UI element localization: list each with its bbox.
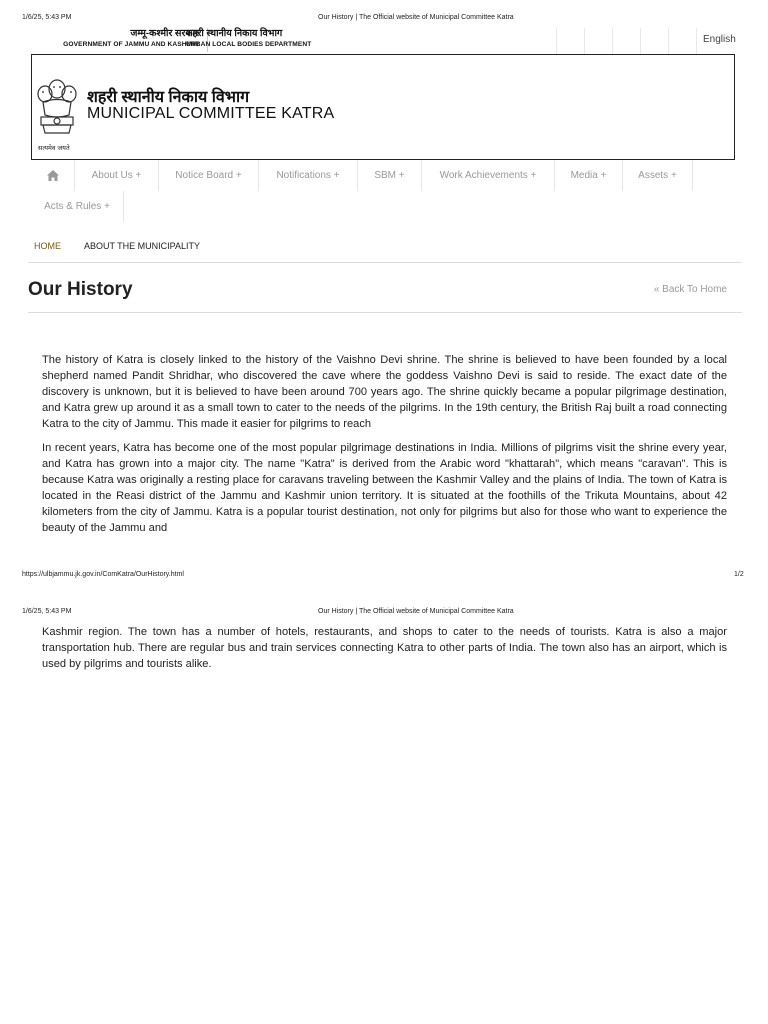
toolbar-slot[interactable]: [640, 28, 668, 54]
gov-dept-english: URBAN LOCAL BODIES DEPARTMENT: [186, 41, 312, 48]
print-page-number: 1/2: [734, 571, 744, 578]
print-doc-title: Our History | The Official website of Municipal Committee Katra: [318, 14, 514, 21]
gov-jk-block[interactable]: [28, 28, 199, 50]
divider: [28, 312, 742, 313]
back-to-home-link[interactable]: « Back To Home: [653, 284, 727, 295]
toolbar-slot[interactable]: [612, 28, 640, 54]
print-url: https://ulbjammu.jk.gov.in/ComKatra/OurHistory.html: [22, 571, 184, 578]
page-title: Our History: [28, 279, 133, 300]
breadcrumb-current: ABOUT THE MUNICIPALITY: [84, 241, 201, 251]
nav-about-us[interactable]: About Us +: [75, 160, 159, 191]
gov-jk-english: GOVERNMENT OF JAMMU AND KASHMIR: [63, 41, 199, 48]
nav-assets[interactable]: Assets +: [623, 160, 693, 191]
site-title-hindi[interactable]: शहरी स्थानीय निकाय विभाग: [87, 89, 250, 106]
history-paragraph: Kashmir region. The town has a number of hotels, restaurants, and shops to cater to the needs of tourists. Katra is also a major transportation hub. There are regular bus and train services connecting Katra to other parts of India. The town also has an airport, which is used by pilgrims and tourists alike.: [42, 626, 727, 670]
emblem-motto: सत्यमेव जयते: [38, 145, 70, 152]
history-content: [42, 352, 727, 560]
gov-dept-block[interactable]: [186, 28, 311, 50]
nav-notifications[interactable]: Notifications +: [259, 160, 358, 191]
history-paragraph: The history of Katra is closely linked to the history of the Vaishno Devi shrine. The shrine is believed to have been founded by a local shepherd named Pandit Shridhar, who discovered the cave where the goddess Vaishno Devi is said to reside. The exact date of the discovery is unknown, but it is believed to have been around 700 years ago. The shrine quickly became a popular pilgrimage destination, and Katra grew up around it as a small town to cater to the needs of the pilgrims. In the 19th century, the British Raj built a road connecting Katra to the city of Jammu. This made it easier for pilgrims to reach: [42, 354, 727, 430]
toolbar-slot[interactable]: [556, 28, 584, 54]
print-datetime: 1/6/25, 5:43 PM: [22, 608, 72, 615]
nav-home[interactable]: [31, 160, 75, 191]
national-emblem-icon[interactable]: [35, 77, 79, 139]
history-paragraph: In recent years, Katra has become one of the most popular pilgrimage destinations in India. Millions of pilgrims visit the shrine every year, and Katra has grown into a major city. The name "Katra" is derived from the Arabic word "khattarah", which means "caravan". This is because Katra was originally a resting place for caravans traveling between the Kashmir Valley and the plains of India. The town of Katra is located in the Reasi district of the Jammu and Kashmir union territory. It is situated at the foothills of the Trikuta Mountains, about 42 kilometers from the city of Jammu. Katra is a popular tourist destination, not only for pilgrims but also for those who want to experience the beauty of the Jammu and: [42, 442, 727, 534]
divider: [28, 262, 742, 263]
nav-notice-board[interactable]: Notice Board +: [159, 160, 259, 191]
toolbar-slot[interactable]: [584, 28, 612, 54]
site-header: [31, 54, 735, 160]
breadcrumb-home[interactable]: HOME: [34, 241, 61, 251]
nav-media[interactable]: Media +: [555, 160, 623, 191]
home-icon: [47, 170, 59, 181]
print-doc-title: Our History | The Official website of Municipal Committee Katra: [318, 608, 514, 615]
gov-dept-hindi: शहरी स्थानीय निकाय विभाग: [186, 28, 283, 39]
toolbar-slot[interactable]: [668, 28, 697, 54]
language-selector[interactable]: English: [703, 34, 736, 45]
gov-jk-hindi: जम्मू-कश्मीर सरकार: [130, 28, 199, 39]
history-content-continued: [42, 624, 727, 672]
nav-sbm[interactable]: SBM +: [358, 160, 422, 191]
site-title-english[interactable]: MUNICIPAL COMMITTEE KATRA: [87, 105, 335, 122]
print-datetime: 1/6/25, 5:43 PM: [22, 14, 72, 21]
nav-work-achievements[interactable]: Work Achievements +: [422, 160, 555, 191]
nav-acts-rules[interactable]: Acts & Rules +: [31, 191, 124, 222]
